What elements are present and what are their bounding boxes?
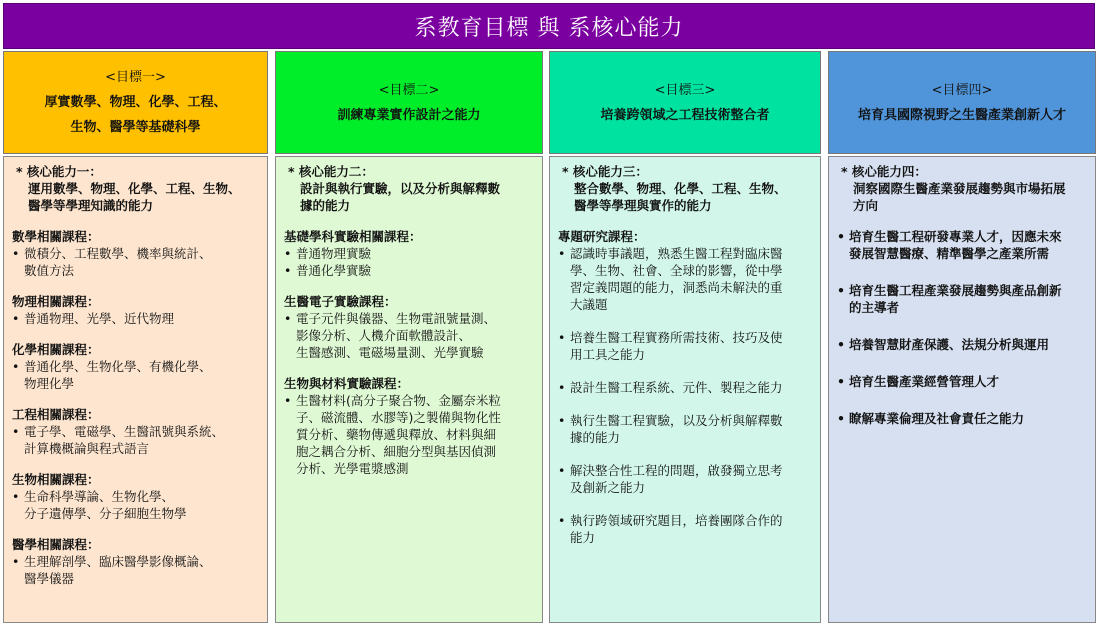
course-item-line: • 電子元件與儀器、生物電訊號量測、: [296, 311, 497, 326]
course-list: [284, 392, 534, 477]
course-item: [12, 245, 259, 279]
course-item: [284, 245, 534, 262]
course-item-line: 大議題: [570, 297, 608, 312]
core-competency-text: 醫學等學理與實作的能力: [574, 198, 712, 213]
core-column-4: [828, 156, 1096, 623]
course-item-line: • 生命科學導論、生物化學、: [24, 489, 175, 504]
goal-title-line: 生物、醫學等基礎科學: [70, 120, 201, 135]
goal-label: <目標二>: [378, 82, 440, 98]
course-section-title: 生物與材料實驗課程：: [284, 376, 410, 391]
course-list: [837, 228, 1087, 427]
course-list: [558, 245, 812, 546]
course-item-line: • 瞭解專業倫理及社會責任之能力: [849, 411, 1025, 426]
course-item: [558, 329, 812, 363]
course-item: [12, 488, 259, 522]
goal-title-line: 培育具國際視野之生醫產業創新人才: [857, 107, 1066, 123]
course-list: [12, 423, 259, 457]
goal-label: <目標四>: [931, 82, 993, 98]
course-item-line: 及創新之能力: [570, 480, 646, 495]
course-item-line: 影像分析、人機介面軟體設計、: [296, 328, 472, 343]
course-section: [284, 293, 534, 361]
goal-title-line: 訓練專業實作設計之能力: [337, 107, 481, 123]
course-section: [12, 406, 259, 457]
course-item-line: 胞之耦合分析、細胞分型與基因偵測: [296, 444, 497, 459]
course-item: [284, 392, 534, 477]
course-item-line: • 微積分、工程數學、機率與統計、: [24, 246, 212, 261]
course-item-line: • 普通物理實驗: [296, 246, 372, 261]
course-item-line: 醫學儀器: [24, 571, 75, 586]
course-item: [837, 336, 1087, 353]
core-column-1: [3, 156, 268, 623]
course-list: [12, 358, 259, 392]
course-item: [12, 423, 259, 457]
course-item: [12, 358, 259, 392]
course-item: [558, 512, 812, 546]
course-item: [284, 262, 534, 279]
core-competency-text: 洞察國際生醫產業發展趨勢與市場拓展: [853, 181, 1066, 196]
core-competency-label: * 核心能力一：: [16, 164, 102, 179]
course-item-line: 物理化學: [24, 376, 75, 391]
core-competency-text: 設計與執行實驗，以及分析與解釋數: [300, 181, 501, 196]
course-item: [558, 462, 812, 496]
course-item-line: 子、磁流體、水膠等)之製備與物化性: [296, 410, 501, 425]
core-competency: [288, 163, 534, 214]
goal-title-line: 培養跨領域之工程技術整合者: [600, 107, 770, 123]
course-section: [558, 228, 812, 546]
course-item: [12, 310, 259, 327]
core-competency-text: 運用數學、物理、化學、工程、生物、: [28, 181, 241, 196]
core-competency-label: * 核心能力四：: [841, 164, 927, 179]
course-list: [284, 310, 534, 361]
goal-title-line: 厚實數學、物理、化學、工程、: [44, 95, 227, 110]
course-item-line: • 生理解剖學、臨床醫學影像概論、: [24, 554, 212, 569]
course-item: [837, 373, 1087, 390]
course-section-title: 化學相關課程：: [12, 342, 100, 357]
course-section: [284, 228, 534, 279]
course-item-line: 用工具之能力: [570, 347, 646, 362]
course-item-line: • 培育生醫工程研發專業人才，因應未來: [849, 229, 1062, 244]
course-section: [837, 228, 1087, 427]
course-section-title: 基礎學科實驗相關課程：: [284, 229, 422, 244]
course-item-line: 數值方法: [24, 263, 75, 278]
goal-label: <目標三>: [654, 82, 716, 98]
goal-header-3: [549, 51, 821, 154]
core-competency: [841, 163, 1087, 214]
goal-header-2: [275, 51, 543, 154]
course-item-line: 的主導者: [849, 300, 900, 315]
course-item-line: • 普通化學、生物化學、有機化學、: [24, 359, 212, 374]
course-section: [284, 375, 534, 477]
course-item-line: • 執行生醫工程實驗，以及分析與解釋數: [570, 413, 783, 428]
core-column-3: [549, 156, 821, 623]
course-item: [12, 553, 259, 587]
core-competency-text: 醫學等學理知識的能力: [28, 198, 154, 213]
course-section-title: 數學相關課程：: [12, 229, 100, 244]
course-list: [284, 245, 534, 279]
course-item-line: • 培育生醫產業經營管理人才: [849, 374, 1000, 389]
course-item-line: • 培養智慧財產保護、法規分析與運用: [849, 337, 1050, 352]
course-item-line: 分子遺傳學、分子細胞生物學: [24, 506, 187, 521]
course-section-title: 生醫電子實驗課程：: [284, 294, 397, 309]
course-item: [284, 310, 534, 361]
course-item-line: • 認識時事議題，熟悉生醫工程對臨床醫: [570, 246, 783, 261]
course-item-line: 習定義問題的能力，洞悉尚未解決的重: [570, 280, 783, 295]
core-column-2: [275, 156, 543, 623]
course-item-line: • 普通物理、光學、近代物理: [24, 311, 175, 326]
course-item: [558, 379, 812, 396]
course-section: [12, 293, 259, 327]
core-competency-text: 整合數學、物理、化學、工程、生物、: [574, 181, 787, 196]
course-section: [12, 228, 259, 279]
core-competency: [16, 163, 259, 214]
goal-label: <目標一>: [105, 70, 166, 85]
course-item-line: 學、生物、社會、全球的影響，從中學: [570, 263, 783, 278]
course-item-line: 分析、光學電漿感測: [296, 461, 409, 476]
course-item-line: • 設計生醫工程系統、元件、製程之能力: [570, 380, 783, 395]
course-list: [12, 488, 259, 522]
goal-header-1: [3, 51, 268, 154]
course-item-line: • 普通化學實驗: [296, 263, 372, 278]
course-item: [558, 412, 812, 446]
core-competency-label: * 核心能力三：: [562, 164, 648, 179]
course-item-line: • 培育生醫工程產業發展趨勢與產品創新: [849, 283, 1062, 298]
core-competency-text: 方向: [853, 198, 879, 213]
core-competency-text: 據的能力: [300, 198, 351, 213]
course-section-title: 醫學相關課程：: [12, 537, 100, 552]
course-item: [837, 282, 1087, 316]
course-section-title: 工程相關課程：: [12, 407, 100, 422]
course-item-line: • 生醫材料(高分子聚合物、金屬奈米粒: [296, 393, 501, 408]
core-competency-label: * 核心能力二：: [288, 164, 374, 179]
course-item-line: 生醫感測、電磁場量測、光學實驗: [296, 345, 484, 360]
course-item-line: • 培養生醫工程實務所需技術、技巧及使: [570, 330, 783, 345]
course-list: [12, 310, 259, 327]
course-section-title: 物理相關課程：: [12, 294, 100, 309]
course-item-line: • 執行跨領域研究題目，培養團隊合作的: [570, 513, 783, 528]
course-item-line: 能力: [570, 530, 596, 545]
page-title: 系教育目標 與 系核心能力: [3, 3, 1095, 49]
course-item-line: • 解決整合性工程的問題，啟發獨立思考: [570, 463, 783, 478]
course-item-line: 質分析、藥物傳遞與釋放、材料與細: [296, 427, 497, 442]
course-list: [12, 245, 259, 279]
core-competency: [562, 163, 812, 214]
course-item-line: 計算機概論與程式語言: [24, 441, 150, 456]
course-section-title: 專題研究課程：: [558, 229, 646, 244]
course-item-line: 據的能力: [570, 430, 621, 445]
course-item: [837, 410, 1087, 427]
goal-header-4: [828, 51, 1096, 154]
course-item: [558, 245, 812, 313]
course-item: [837, 228, 1087, 262]
course-section-title: 生物相關課程：: [12, 472, 100, 487]
course-section: [12, 341, 259, 392]
course-section: [12, 471, 259, 522]
course-item-line: • 電子學、電磁學、生醫訊號與系統、: [24, 424, 225, 439]
course-list: [12, 553, 259, 587]
course-item-line: 發展智慧醫療、精準醫學之產業所需: [849, 246, 1050, 261]
course-section: [12, 536, 259, 587]
